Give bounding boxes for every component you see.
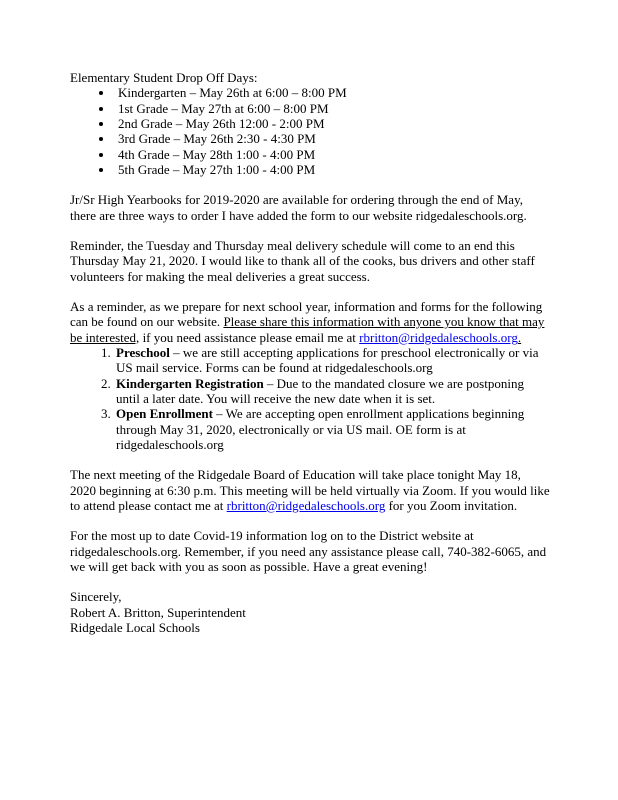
- list-item-5th-grade: • 5th Grade – May 27th 1:00 - 4:00 PM: [114, 162, 550, 177]
- forms-paragraph-tail: .: [517, 329, 522, 345]
- forms-paragraph: [70, 299, 550, 345]
- preschool-title: Preschool: [116, 344, 170, 360]
- drop-off-heading: Elementary Student Drop Off Days:: [70, 70, 258, 85]
- drop-off-list: [70, 85, 550, 177]
- kindergarten-registration-text: – Due to the mandated closure we are postponing until a later date. You will receive the new date when it is set.: [116, 375, 524, 406]
- email-link[interactable]: rbritton@ridgedaleschools.org: [226, 497, 386, 513]
- list-item-2nd-grade: • 2nd Grade – May 26th 12:00 - 2:00 PM: [114, 116, 550, 131]
- list-item-1st-grade: • 1st Grade – May 27th at 6:00 – 8:00 PM: [114, 101, 550, 116]
- forms-paragraph-lead: As a reminder, as we prepare for next school year, information and forms for the following can be found on our website.: [70, 298, 543, 330]
- list-item-4th-grade: • 4th Grade – May 28th 1:00 - 4:00 PM: [114, 147, 550, 162]
- email-link[interactable]: rbritton@ridgedaleschools.org: [359, 329, 518, 345]
- closing-organization: Ridgedale Local Schools: [70, 619, 200, 635]
- board-meeting-tail: for you Zoom invitation.: [385, 497, 518, 513]
- kindergarten-registration-title: Kindergarten Registration: [116, 375, 264, 391]
- meal-delivery-paragraph: Reminder, the Tuesday and Thursday meal delivery schedule will come to an end this Thursday May 21, 2020. I would like to thank all of the cooks, bus drivers and other staff volunteers for making the meal deliveries a great success.: [70, 237, 535, 284]
- forms-paragraph-underlined-text: Please share this information with anyone you know that may be interested,: [70, 314, 545, 345]
- list-item-open-enrollment: [114, 406, 550, 452]
- closing-signature-name: Robert A. Britton, Superintendent: [70, 604, 246, 620]
- open-enrollment-text: – We are accepting open enrollment applications beginning through May 31, 2020, electronically or via US mail. OE form is at ridgedaleschools.org: [116, 406, 525, 452]
- yearbook-paragraph: Jr/Sr High Yearbooks for 2019-2020 are available for ordering through the end of May, there are three ways to order I have added the form to our website ridgedaleschools.org.: [70, 192, 527, 223]
- covid-info-paragraph: For the most up to date Covid-19 information log on to the District website at ridgedaleschools.org. Remember, if you need any assistance please call, 740-382-6065, and we will get back with you as soon as possible. Have a great evening!: [70, 528, 547, 574]
- closing-sincerely: Sincerely,: [70, 589, 122, 605]
- board-meeting-paragraph: [70, 467, 550, 513]
- forms-paragraph-middle: if you need assistance please email me at: [139, 329, 360, 345]
- open-enrollment-title: Open Enrollment: [116, 406, 213, 422]
- list-item-kindergarten: • Kindergarten – May 26th at 6:00 – 8:00 PM: [114, 85, 550, 100]
- preschool-text: – we are still accepting applications for preschool electronically or via US mail service. Forms can be found at ridgedaleschools.org: [116, 344, 539, 376]
- list-item-preschool: [114, 345, 550, 376]
- closing-block: [70, 589, 550, 635]
- list-item-kindergarten-registration: [114, 376, 550, 407]
- forms-list: [70, 345, 550, 452]
- list-item-3rd-grade: • 3rd Grade – May 26th 2:30 - 4:30 PM: [114, 131, 550, 146]
- board-meeting-lead: The next meeting of the Ridgedale Board of Education will take place tonight May 18, 2020 beginning at 6:30 p.m. This meeting will be held virtually via Zoom. If you would like to attend please contact me at: [70, 467, 550, 513]
